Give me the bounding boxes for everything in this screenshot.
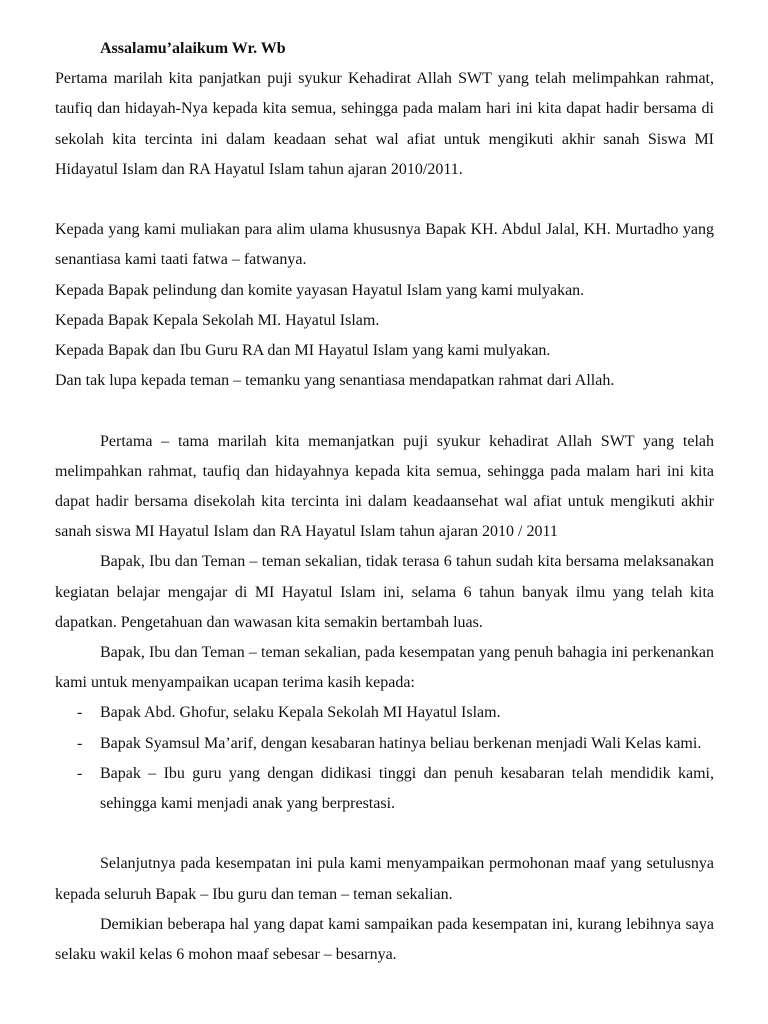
reflection-paragraph: Bapak, Ibu dan Teman – teman sekalian, tidak terasa 6 tahun sudah kita bersama melaksanakan kegiatan belajar mengajar di MI Hayatul Islam ini, selama 6 tahun banyak ilmu yang telah kita dapatkan. Pengetahuan dan wawasan kita semakin bertambah luas. (55, 553, 714, 631)
addressee-line: Kepada Bapak pelindung dan komite yayasan Hayatul Islam yang kami mulyakan. (55, 281, 585, 299)
list-item-text: Bapak Syamsul Ma’arif, dengan kesabaran hatinya beliau berkenan menjadi Wali Kelas kami. (100, 734, 702, 752)
thanks-list (55, 698, 714, 819)
greeting-heading: Assalamu’alaikum Wr. Wb (100, 40, 286, 57)
addressee-line: Kepada Bapak Kepala Sekolah MI. Hayatul Islam. (55, 311, 380, 329)
addressee-line: Kepada Bapak dan Ibu Guru RA dan MI Hayatul Islam yang kami mulyakan. (55, 342, 551, 360)
addressee-line: Dan tak lupa kepada teman – temanku yang senantiasa mendapatkan rahmat dari Allah. (55, 372, 615, 390)
list-item-text: Bapak Abd. Ghofur, selaku Kepala Sekolah MI Hayatul Islam. (100, 704, 501, 722)
list-item (55, 729, 714, 759)
addressee-line: Kepada yang kami muliakan para alim ulama khususnya Bapak KH. Abdul Jalal, KH. Murtadho yang senantiasa kami taati fatwa – fatwanya. (55, 221, 714, 269)
document-page (55, 34, 714, 970)
list-dash: - (77, 704, 83, 722)
thanks-intro-paragraph: Bapak, Ibu dan Teman – teman sekalian, pada kesempatan yang penuh bahagia ini perkenankan kami untuk menyampaikan ucapan terima kasih kepada: (55, 644, 714, 692)
paragraph-spacer (55, 185, 714, 215)
list-item (55, 759, 714, 819)
list-dash: - (77, 734, 83, 752)
apology-paragraph: Selanjutnya pada kesempatan ini pula kami menyampaikan permohonan maaf yang setulusnya kepada seluruh Bapak – Ibu guru dan teman – teman sekalian. (55, 855, 714, 903)
paragraph-spacer (55, 396, 714, 426)
gratitude-paragraph: Pertama – tama marilah kita memanjatkan puji syukur kehadirat Allah SWT yang telah melimpahkan rahmat, taufiq dan hidayahnya kepada kita semua, sehingga pada malam hari ini kita dapat hadir bersama disekolah kita tercinta ini dalam keadaansehat wal afiat untuk mengikuti akhir sanah siswa MI Hayatul Islam dan RA Hayatul Islam tahun ajaran 2010 / 2011 (55, 432, 714, 541)
paragraph-spacer (55, 819, 714, 849)
list-item-text: Bapak – Ibu guru yang dengan didikasi tinggi dan penuh kesabaran telah mendidik kami, sehingga kami menjadi anak yang berprestasi. (100, 764, 714, 813)
list-dash: - (77, 764, 83, 782)
list-item (55, 698, 714, 728)
opening-paragraph: Pertama marilah kita panjatkan puji syukur Kehadirat Allah SWT yang telah melimpahkan rahmat, taufiq dan hidayah-Nya kepada kita semua, sehingga pada malam hari ini kita dapat hadir bersama di sekolah kita tercinta ini dalam keadaan sehat wal afiat untuk mengikuti akhir sanah Siswa MI Hidayatul Islam dan RA Hayatul Islam tahun ajaran 2010/2011. (55, 70, 714, 178)
closing-paragraph: Demikian beberapa hal yang dapat kami sampaikan pada kesempatan ini, kurang lebihnya saya selaku wakil kelas 6 mohon maaf sebesar – besarnya. (55, 915, 714, 964)
